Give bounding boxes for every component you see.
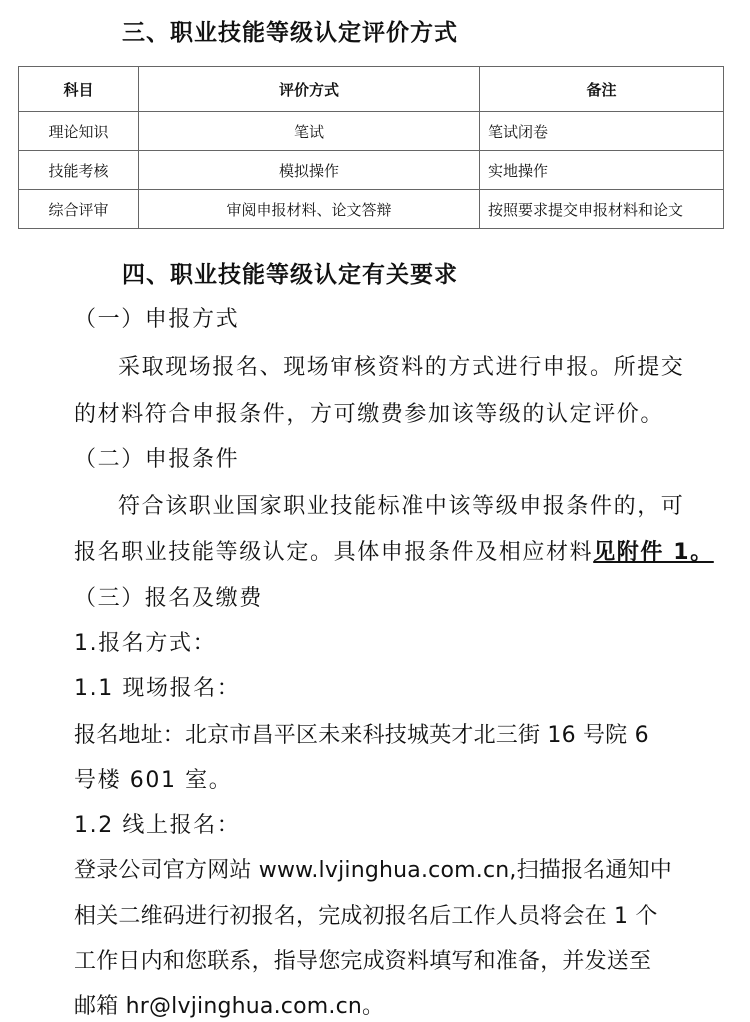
attachment-reference: 见附件 1。	[593, 540, 714, 565]
table-cell: 模拟操作	[139, 151, 480, 190]
table-cell: 笔试闭卷	[480, 112, 724, 151]
table-row	[19, 112, 724, 151]
table-row	[19, 190, 724, 229]
table-cell: 理论知识	[19, 112, 139, 151]
address-line: 号楼 601 室。	[74, 768, 233, 793]
list-item: 1.2 线上报名：	[74, 813, 241, 838]
paragraph-line: 的材料符合申报条件，方可缴费参加该等级的认定评价。	[74, 402, 665, 427]
table-cell: 审阅申报材料、论文答辩	[139, 190, 480, 229]
table-cell: 综合评审	[19, 190, 139, 229]
table-row	[19, 151, 724, 190]
paragraph-text: 报名职业技能等级认定。具体申报条件及相应材料	[74, 540, 594, 565]
subsection-1-heading: （一）申报方式	[74, 307, 240, 332]
table-cell: 技能考核	[19, 151, 139, 190]
table-header: 评价方式	[139, 67, 480, 112]
table-header-row	[19, 67, 724, 112]
table-cell: 按照要求提交申报材料和论文	[480, 190, 724, 229]
table-header: 科目	[19, 67, 139, 112]
paragraph-line	[74, 535, 714, 566]
evaluation-table	[18, 66, 724, 229]
table-cell: 实地操作	[480, 151, 724, 190]
list-item: 1.报名方式：	[74, 631, 217, 656]
paragraph-line: 符合该职业国家职业技能标准中该等级申报条件的，可	[118, 494, 685, 519]
paragraph-line: 采取现场报名、现场审核资料的方式进行申报。所提交	[118, 355, 685, 380]
paragraph-line: 登录公司官方网站 www.lvjinghua.com.cn,扫描报名通知中	[74, 858, 672, 883]
list-item: 1.1 现场报名：	[74, 676, 241, 701]
paragraph-line: 工作日内和您联系，指导您完成资料填写和准备，并发送至	[74, 949, 652, 974]
address-line: 报名地址：北京市昌平区未来科技城英才北三街 16 号院 6	[74, 723, 649, 748]
paragraph-line: 相关二维码进行初报名，完成初报名后工作人员将会在 1 个	[74, 904, 658, 929]
subsection-3-heading: （三）报名及缴费	[74, 586, 263, 611]
paragraph-line: 邮箱 hr@lvjinghua.com.cn。	[74, 994, 385, 1019]
section-3-title: 三、职业技能等级认定评价方式	[122, 20, 458, 46]
table-header: 备注	[480, 67, 724, 112]
section-4-title: 四、职业技能等级认定有关要求	[122, 262, 458, 288]
table-cell: 笔试	[139, 112, 480, 151]
subsection-2-heading: （二）申报条件	[74, 447, 240, 472]
